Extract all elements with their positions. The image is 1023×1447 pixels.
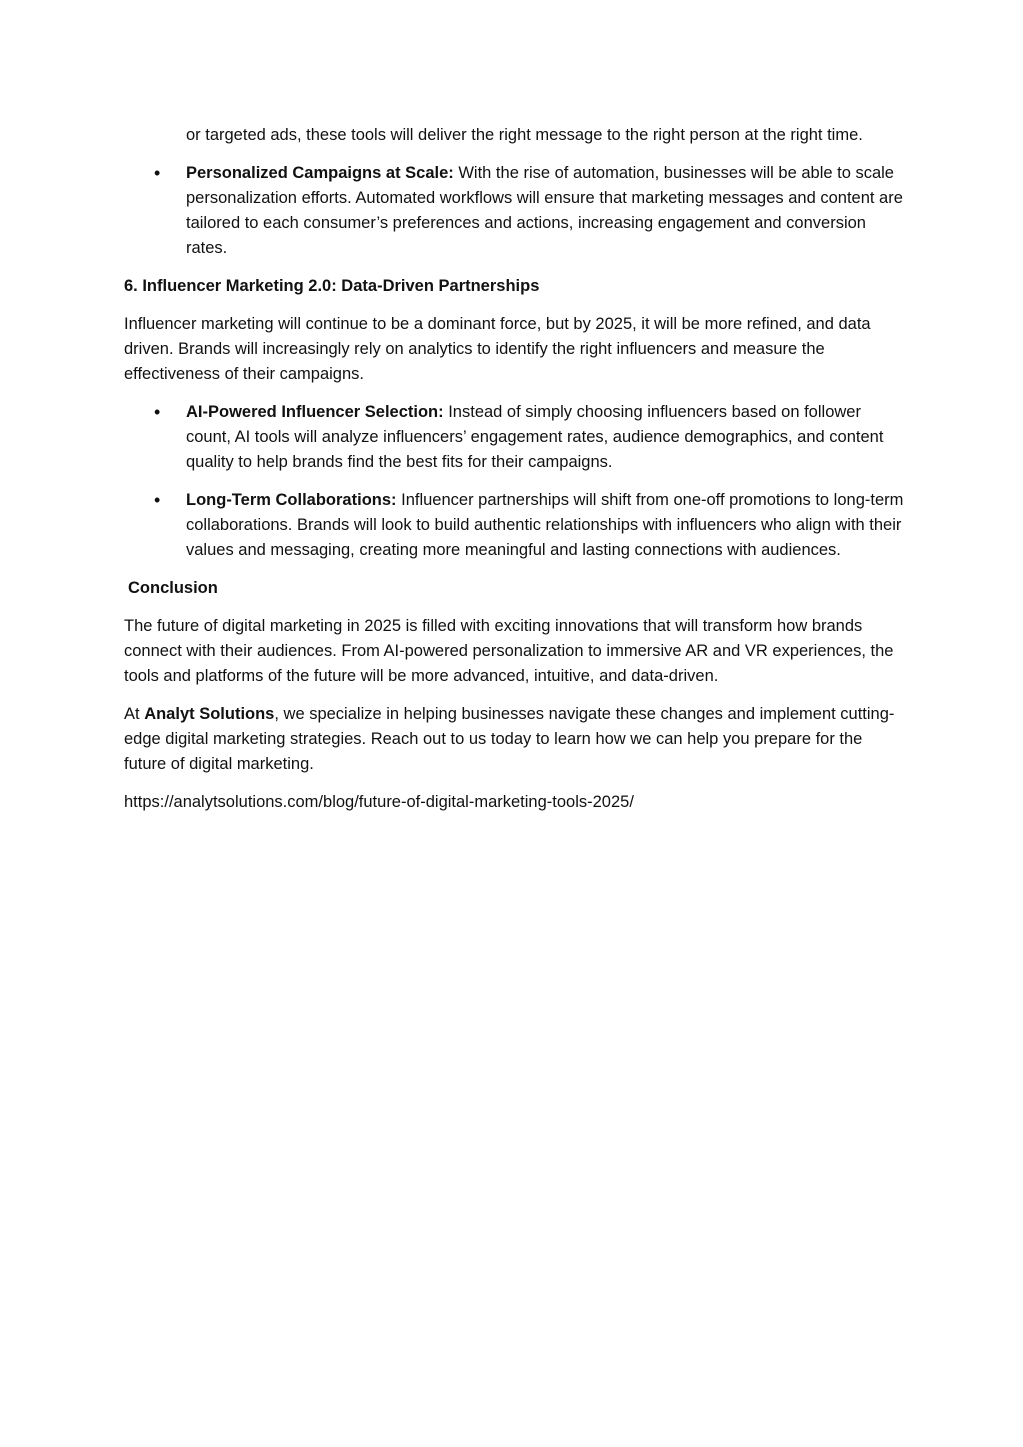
conclusion-paragraph: The future of digital marketing in 2025 is filled with exciting innovations that will transform how brands connect with their audiences. From AI-powered personalization to immersive AR and VR experiences, the tools and platforms of the future will be more advanced, intuitive, and data-driven. bbox=[124, 617, 894, 685]
cta-suffix: , we specialize in helping businesses navigate these changes and implement cutting-edge digital marketing strategies. Reach out to us today to learn how we can help you prepare for the future of digital marketing. bbox=[124, 705, 895, 773]
list-item-long-term-collaborations bbox=[124, 488, 904, 563]
list-item-term: Long-Term Collaborations: bbox=[186, 491, 397, 509]
source-url: https://analytsolutions.com/blog/future-of-digital-marketing-tools-2025/ bbox=[124, 793, 634, 811]
call-to-action-paragraph bbox=[124, 702, 904, 777]
section-heading-influencer-marketing: 6. Influencer Marketing 2.0: Data-Driven Partnerships bbox=[124, 277, 540, 295]
list-item-personalized-campaigns bbox=[124, 161, 904, 261]
influencer-bullet-list bbox=[124, 400, 904, 563]
list-item-text: or targeted ads, these tools will deliver the right message to the right person at the right time. bbox=[186, 126, 863, 144]
list-item-continuation bbox=[124, 123, 904, 148]
document-body bbox=[124, 123, 904, 828]
section-intro-paragraph: Influencer marketing will continue to be a dominant force, but by 2025, it will be more refined, and data driven. Brands will increasingly rely on analytics to identify the right influencers and measure the effectiveness of their campaigns. bbox=[124, 315, 871, 383]
top-bullet-list bbox=[124, 123, 904, 261]
list-item-text: With the rise of automation, businesses will be able to scale personalization efforts. Automated workflows will ensure that marketing messages and content are tailored to each consumer’s preferences and actions, increasing engagement and conversion rates. bbox=[186, 164, 903, 257]
list-item-ai-powered-selection bbox=[124, 400, 904, 475]
list-item-term: AI-Powered Influencer Selection: bbox=[186, 403, 444, 421]
list-item-term: Personalized Campaigns at Scale: bbox=[186, 164, 454, 182]
cta-prefix: At bbox=[124, 705, 145, 723]
list-item-text: Instead of simply choosing influencers based on follower count, AI tools will analyze influencers’ engagement rates, audience demographics, and content quality to help brands find the best fits for their campaigns. bbox=[186, 403, 884, 471]
section-heading-conclusion: Conclusion bbox=[128, 579, 218, 597]
list-item-text: Influencer partnerships will shift from one-off promotions to long-term collaborations. Brands will look to build authentic relationships with influencers who align with their values and messaging, creating more meaningful and lasting connections with audiences. bbox=[186, 491, 904, 559]
company-name: Analyt Solutions bbox=[144, 705, 275, 723]
